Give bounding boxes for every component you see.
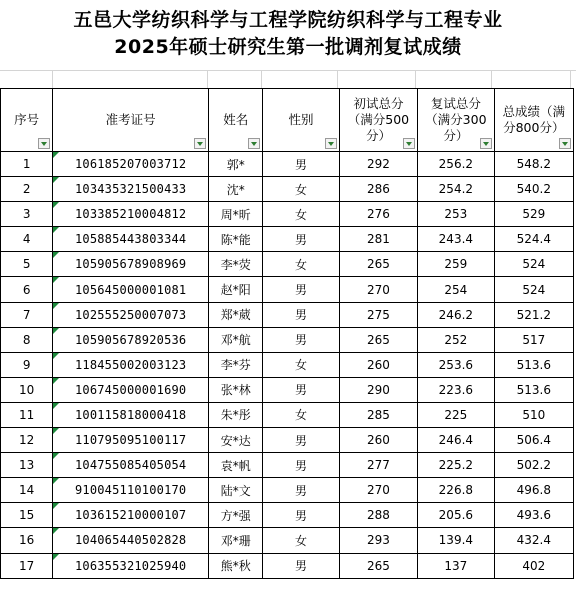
- text-number-indicator-icon: [53, 177, 59, 183]
- col-header-retest-score: 复试总分（满分300分）: [418, 89, 494, 152]
- table-row: [1, 152, 574, 177]
- text-number-indicator-icon: [53, 227, 59, 233]
- cell-index[interactable]: 3: [1, 202, 53, 227]
- cell-total-score[interactable]: 521.2: [494, 302, 573, 327]
- cell-initial-score[interactable]: 288: [339, 503, 417, 528]
- cell-initial-score[interactable]: 292: [339, 152, 417, 177]
- cell-index[interactable]: 9: [1, 352, 53, 377]
- table-body: [1, 152, 574, 579]
- cell-exam-id[interactable]: 104755085405054: [53, 453, 209, 478]
- table-row: [1, 277, 574, 302]
- cell-retest-score[interactable]: 259: [418, 252, 494, 277]
- cell-gender[interactable]: 男: [263, 503, 339, 528]
- cell-retest-score[interactable]: 253: [418, 202, 494, 227]
- cell-exam-id[interactable]: 910045110100170: [53, 478, 209, 503]
- cell-exam-id[interactable]: 100115818000418: [53, 402, 209, 427]
- table-row: [1, 302, 574, 327]
- text-number-indicator-icon: [53, 328, 59, 334]
- cell-name[interactable]: 陆*文: [209, 478, 263, 503]
- cell-gender[interactable]: 男: [263, 428, 339, 453]
- table-row: [1, 177, 574, 202]
- cell-retest-score[interactable]: 137: [418, 553, 494, 578]
- cell-name[interactable]: 沈*: [209, 177, 263, 202]
- page-subtitle: 2025年硕士研究生第一批调剂复试成绩: [114, 36, 462, 58]
- cell-total-score[interactable]: 524.4: [494, 227, 573, 252]
- cell-exam-id[interactable]: 102555250007073: [53, 302, 209, 327]
- cell-exam-id[interactable]: 118455002003123: [53, 352, 209, 377]
- filter-dropdown-icon[interactable]: [480, 138, 492, 149]
- cell-index[interactable]: 8: [1, 327, 53, 352]
- table-row: [1, 528, 574, 553]
- cell-gender[interactable]: 女: [263, 402, 339, 427]
- cell-gender[interactable]: 男: [263, 553, 339, 578]
- cell-name[interactable]: 郑*葳: [209, 302, 263, 327]
- cell-retest-score[interactable]: 225: [418, 402, 494, 427]
- cell-total-score[interactable]: 517: [494, 327, 573, 352]
- cell-total-score[interactable]: 502.2: [494, 453, 573, 478]
- cell-total-score[interactable]: 524: [494, 277, 573, 302]
- cell-name[interactable]: 安*达: [209, 428, 263, 453]
- cell-retest-score[interactable]: 223.6: [418, 377, 494, 402]
- cell-gender[interactable]: 女: [263, 202, 339, 227]
- table-row: [1, 327, 574, 352]
- text-number-indicator-icon: [53, 152, 59, 158]
- cell-gender[interactable]: 女: [263, 252, 339, 277]
- cell-initial-score[interactable]: 285: [339, 402, 417, 427]
- text-number-indicator-icon: [53, 428, 59, 434]
- filter-dropdown-icon[interactable]: [248, 138, 260, 149]
- cell-gender[interactable]: 男: [263, 277, 339, 302]
- cell-exam-id[interactable]: 106745000001690: [53, 377, 209, 402]
- cell-gender[interactable]: 男: [263, 453, 339, 478]
- col-header-initial-score: 初试总分（满分500分）: [339, 89, 417, 152]
- cell-total-score[interactable]: 506.4: [494, 428, 573, 453]
- cell-index[interactable]: 16: [1, 528, 53, 553]
- cell-index[interactable]: 1: [1, 152, 53, 177]
- cell-total-score[interactable]: 529: [494, 202, 573, 227]
- cell-gender[interactable]: 女: [263, 528, 339, 553]
- table-row: [1, 428, 574, 453]
- cell-name[interactable]: 邓*航: [209, 327, 263, 352]
- cell-retest-score[interactable]: 246.2: [418, 302, 494, 327]
- cell-exam-id[interactable]: 110795095100117: [53, 428, 209, 453]
- filter-dropdown-icon[interactable]: [559, 138, 571, 149]
- text-number-indicator-icon: [53, 403, 59, 409]
- cell-index[interactable]: 4: [1, 227, 53, 252]
- cell-total-score[interactable]: 402: [494, 553, 573, 578]
- table-row: [1, 352, 574, 377]
- cell-index[interactable]: 11: [1, 402, 53, 427]
- cell-gender[interactable]: 男: [263, 227, 339, 252]
- cell-exam-id[interactable]: 105905678920536: [53, 327, 209, 352]
- cell-name[interactable]: 邓*珊: [209, 528, 263, 553]
- cell-total-score[interactable]: 540.2: [494, 177, 573, 202]
- cell-retest-score[interactable]: 243.4: [418, 227, 494, 252]
- cell-initial-score[interactable]: 265: [339, 553, 417, 578]
- cell-name[interactable]: 朱*彤: [209, 402, 263, 427]
- cell-index[interactable]: 15: [1, 503, 53, 528]
- cell-retest-score[interactable]: 205.6: [418, 503, 494, 528]
- cell-name[interactable]: 李*芬: [209, 352, 263, 377]
- col-header-exam-id: 准考证号: [53, 89, 209, 152]
- cell-initial-score[interactable]: 260: [339, 352, 417, 377]
- table-row: [1, 377, 574, 402]
- cell-total-score[interactable]: 513.6: [494, 377, 573, 402]
- cell-gender[interactable]: 女: [263, 177, 339, 202]
- cell-exam-id[interactable]: 105645000001081: [53, 277, 209, 302]
- cell-retest-score[interactable]: 225.2: [418, 453, 494, 478]
- cell-retest-score[interactable]: 252: [418, 327, 494, 352]
- cell-gender[interactable]: 男: [263, 377, 339, 402]
- cell-retest-score[interactable]: 246.4: [418, 428, 494, 453]
- cell-exam-id[interactable]: 106355321025940: [53, 553, 209, 578]
- filter-dropdown-icon[interactable]: [325, 138, 337, 149]
- cell-index[interactable]: 14: [1, 478, 53, 503]
- table-row: [1, 478, 574, 503]
- cell-exam-id[interactable]: 103435321500433: [53, 177, 209, 202]
- cell-index[interactable]: 13: [1, 453, 53, 478]
- filter-dropdown-icon[interactable]: [194, 138, 206, 149]
- cell-initial-score[interactable]: 270: [339, 478, 417, 503]
- text-number-indicator-icon: [53, 554, 59, 560]
- cell-retest-score[interactable]: 253.6: [418, 352, 494, 377]
- text-number-indicator-icon: [53, 478, 59, 484]
- col-header-name: 姓名: [209, 89, 263, 152]
- table-row: [1, 503, 574, 528]
- cell-initial-score[interactable]: 277: [339, 453, 417, 478]
- cell-total-score[interactable]: 510: [494, 402, 573, 427]
- cell-initial-score[interactable]: 265: [339, 327, 417, 352]
- cell-total-score[interactable]: 548.2: [494, 152, 573, 177]
- text-number-indicator-icon: [53, 252, 59, 258]
- cell-exam-id[interactable]: 105905678908969: [53, 252, 209, 277]
- table-row: [1, 453, 574, 478]
- text-number-indicator-icon: [53, 353, 59, 359]
- cell-name[interactable]: 陈*能: [209, 227, 263, 252]
- table-row: [1, 402, 574, 427]
- cell-retest-score[interactable]: 254.2: [418, 177, 494, 202]
- header-row: [1, 89, 574, 152]
- score-table: [0, 88, 574, 579]
- cell-index[interactable]: 10: [1, 377, 53, 402]
- cell-name[interactable]: 郭*: [209, 152, 263, 177]
- col-header-index: 序号: [1, 89, 53, 152]
- text-number-indicator-icon: [53, 303, 59, 309]
- cell-total-score[interactable]: 524: [494, 252, 573, 277]
- cell-name[interactable]: 袁*帆: [209, 453, 263, 478]
- empty-grid-row: [0, 70, 576, 88]
- cell-gender[interactable]: 男: [263, 478, 339, 503]
- cell-retest-score[interactable]: 254: [418, 277, 494, 302]
- text-number-indicator-icon: [53, 528, 59, 534]
- cell-total-score[interactable]: 513.6: [494, 352, 573, 377]
- cell-gender[interactable]: 男: [263, 152, 339, 177]
- filter-dropdown-icon[interactable]: [38, 138, 50, 149]
- cell-initial-score[interactable]: 276: [339, 202, 417, 227]
- text-number-indicator-icon: [53, 277, 59, 283]
- cell-name[interactable]: 熊*秋: [209, 553, 263, 578]
- table-row: [1, 227, 574, 252]
- cell-initial-score[interactable]: 275: [339, 302, 417, 327]
- cell-initial-score[interactable]: 270: [339, 277, 417, 302]
- text-number-indicator-icon: [53, 503, 59, 509]
- page-title: 五邑大学纺织科学与工程学院纺织科学与工程专业: [73, 9, 503, 31]
- cell-gender[interactable]: 男: [263, 302, 339, 327]
- table-row: [1, 252, 574, 277]
- title-block: [0, 0, 576, 70]
- cell-index[interactable]: 6: [1, 277, 53, 302]
- cell-exam-id[interactable]: 105885443803344: [53, 227, 209, 252]
- cell-total-score[interactable]: 493.6: [494, 503, 573, 528]
- cell-exam-id[interactable]: 106185207003712: [53, 152, 209, 177]
- cell-total-score[interactable]: 432.4: [494, 528, 573, 553]
- text-number-indicator-icon: [53, 202, 59, 208]
- cell-name[interactable]: 李*荧: [209, 252, 263, 277]
- cell-name[interactable]: 方*强: [209, 503, 263, 528]
- cell-index[interactable]: 17: [1, 553, 53, 578]
- cell-initial-score[interactable]: 281: [339, 227, 417, 252]
- cell-gender[interactable]: 女: [263, 352, 339, 377]
- cell-gender[interactable]: 男: [263, 327, 339, 352]
- cell-exam-id[interactable]: 103615210000107: [53, 503, 209, 528]
- cell-name[interactable]: 张*林: [209, 377, 263, 402]
- col-header-total-score: 总成绩（满分800分）: [494, 89, 573, 152]
- cell-initial-score[interactable]: 265: [339, 252, 417, 277]
- cell-initial-score[interactable]: 260: [339, 428, 417, 453]
- filter-dropdown-icon[interactable]: [403, 138, 415, 149]
- cell-index[interactable]: 5: [1, 252, 53, 277]
- cell-total-score[interactable]: 496.8: [494, 478, 573, 503]
- table-row: [1, 553, 574, 578]
- cell-initial-score[interactable]: 293: [339, 528, 417, 553]
- cell-retest-score[interactable]: 256.2: [418, 152, 494, 177]
- cell-initial-score[interactable]: 286: [339, 177, 417, 202]
- text-number-indicator-icon: [53, 453, 59, 459]
- cell-initial-score[interactable]: 290: [339, 377, 417, 402]
- cell-index[interactable]: 2: [1, 177, 53, 202]
- cell-name[interactable]: 赵*阳: [209, 277, 263, 302]
- cell-exam-id[interactable]: 103385210004812: [53, 202, 209, 227]
- cell-retest-score[interactable]: 139.4: [418, 528, 494, 553]
- cell-index[interactable]: 7: [1, 302, 53, 327]
- cell-exam-id[interactable]: 104065440502828: [53, 528, 209, 553]
- table-row: [1, 202, 574, 227]
- text-number-indicator-icon: [53, 378, 59, 384]
- cell-retest-score[interactable]: 226.8: [418, 478, 494, 503]
- cell-name[interactable]: 周*昕: [209, 202, 263, 227]
- col-header-gender: 性别: [263, 89, 339, 152]
- cell-index[interactable]: 12: [1, 428, 53, 453]
